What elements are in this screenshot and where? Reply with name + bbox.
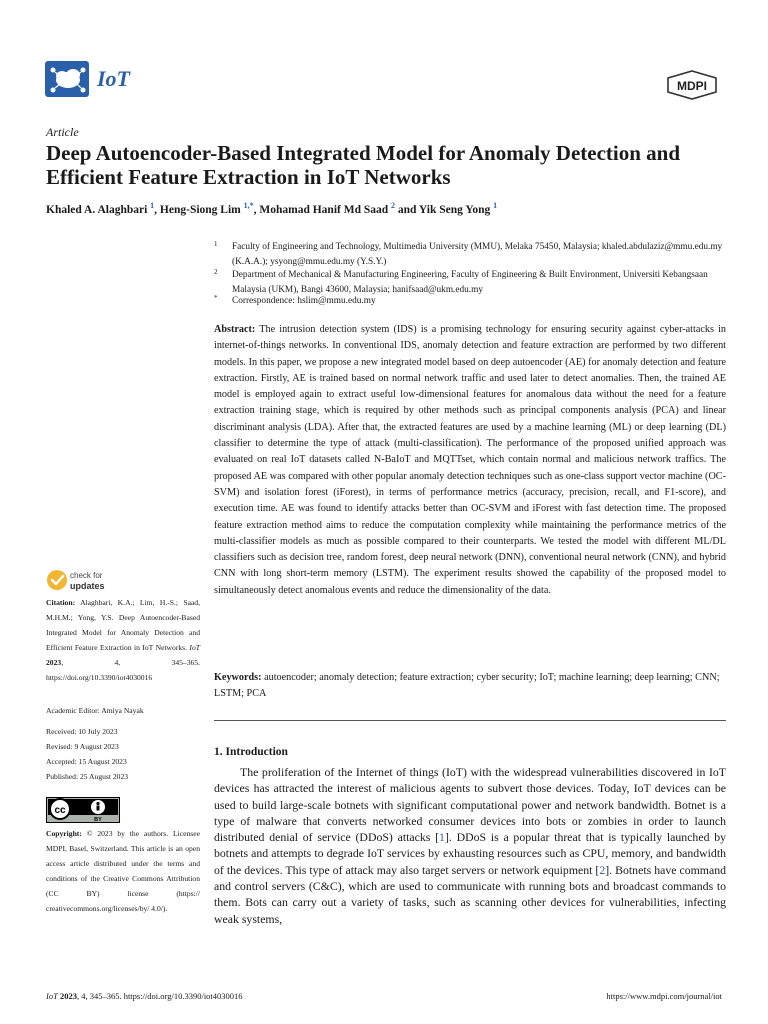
cc-by-license-badge[interactable]: [46, 797, 120, 823]
paper-title: Deep Autoencoder-Based Integrated Model for Anomaly Detection and Efficient Feature Extraction in IoT Networks: [46, 141, 681, 189]
affiliation-marker: 2: [214, 268, 218, 276]
keywords-text: autoencoder; anomaly detection; feature extraction; cyber security; IoT; machine learning; deep learning; CNN; LSTM; PCA: [214, 672, 720, 700]
citation-year: 2023: [46, 658, 62, 667]
accepted-date: Accepted: 15 August 2023: [46, 757, 127, 766]
citation-label: Citation:: [46, 598, 76, 607]
footer-doi[interactable]: , 4, 345–365. https://doi.org/10.3390/iot4030016: [76, 991, 243, 1001]
correspondence-text: Correspondence: hslim@mmu.edu.my: [232, 296, 376, 306]
received-date: Received: 10 July 2023: [46, 727, 118, 736]
intro-text-part2: ]. DDoS is a popular threat that is typically launched by botnets and attempts to degrade IoT services by exhausting resources such as CPU, memory, and bandwidth of the devices. This type of attack may also target servers or network equipment [: [214, 830, 727, 877]
section-divider: [214, 720, 726, 721]
article-dates: [46, 724, 200, 784]
check-updates-icon: [47, 570, 67, 590]
author-affiliation-mark[interactable]: 1,*: [243, 201, 254, 210]
academic-editor: Academic Editor: Amiya Nayak: [46, 706, 144, 715]
author-list: [46, 201, 726, 216]
affiliation-text: Faculty of Engineering and Technology, Multimedia University (MMU), Melaka 75450, Malaysia; khaled.abdulaziz@mmu.edu.my (K.A.A.); ysyong@mmu.edu.my (Y.S.Y.): [232, 242, 723, 267]
footer-journal-url[interactable]: https://www.mdpi.com/journal/iot: [606, 991, 722, 1001]
copyright-text: © 2023 by the authors. Licensee MDPI, Basel, Switzerland. This article is an open access article distributed under the terms and conditions of the Creative Commons Attribution (CC BY) license (https:// creativecommons.org/licenses/by/ 4.0/).: [46, 829, 200, 913]
abstract-text: The intrusion detection system (IDS) is a promising technology for ensuring security against cyber-attacks in internet-of-things networks. In conventional IDS, anomaly detection and feature extraction are performed by two different models. In this paper, we propose a new integrated model based on deep autoencoder (AE) for anomaly detection and feature extraction. Firstly, AE is trained based on normal network traffic and used later to detect anomalies. Then, the trained AE model is employed again to extract useful low-dimensional features for anomalous data without the need for a feature extraction training stage, which is required by other methods such as principal components analysis (PCA) and linear discriminant analysis (LDA). After that, the extracted features are used by a machine learning (ML) or deep learning (DL) classifier to determine the type of attack (multi-classification). The performance of the proposed unified approach was evaluated on real IoT datasets called N-BaIoT and MQTTset, which contain normal and malicious network traffics. The proposed AE was compared with other popular anomaly detection techniques such as one-class support vector machine (OC-SVM) and isolation forest (iForest), in terms of performance metrics (accuracy, precision, recall, and F1-score), and execution time. AE was found to identify attacks better than OC-SVM and iForest with fast detection time. The proposed feature extraction method aims to reduce the computation complexity while maintaining the performance metrics of the multi-classifier models as much as possible compared to their counterparts. We tested the model with different ML/DL classifiers such as decision tree, random forest, deep neural network (DNN), conventional neural network (CNN), and hybrid CNN with long short-term memory (LSTM). The experiment results showed the capability of the proposed model to simultaneously detect anomalous events and reduce the dimensionality of the data.: [214, 324, 726, 596]
author-separator: ,: [253, 203, 260, 216]
journal-name: IoT: [97, 66, 130, 91]
svg-text:cc: cc: [54, 805, 66, 816]
author-name: Mohamad Hanif Md Saad: [259, 203, 389, 216]
author-affiliation-mark[interactable]: 2: [391, 201, 396, 210]
citation-block: [46, 595, 200, 685]
citation-doi[interactable]: , 4, 345–365. https://doi.org/10.3390/iot4030016: [46, 658, 200, 682]
intro-text-part1: The proliferation of the Internet of things (IoT) with the widespread vulnerabilities discovered in IoT devices has attracted the interest of malicious agents to subvert those devices. Today, IoT devices can be used to build large-scale botnets with significant computational power and network bandwidth. Botnet is a type of malware that converts networked consumer devices into bots or zombies in order to launch distributed denial of service (DDoS) attacks [: [214, 765, 726, 845]
footer-journal: IoT: [46, 991, 58, 1001]
author-separator: and: [395, 203, 419, 216]
published-date: Published: 25 August 2023: [46, 772, 129, 781]
author-affiliation-mark[interactable]: 1: [150, 201, 155, 210]
citation-text: Alaghbari, K.A.; Lim, H.-S.; Saad, M.H.M.; Yong, Y.S. Deep Autoencoder-Based Integrated Model for Anomaly Detection and Efficient Feature Extraction in IoT Networks.: [46, 598, 200, 652]
author-separator: ,: [154, 203, 160, 216]
article-type: Article: [46, 125, 79, 139]
mdpi-logo: [666, 70, 718, 100]
keywords-label: Keywords:: [214, 672, 262, 683]
author-affiliation-mark[interactable]: 1: [493, 201, 498, 210]
revised-date: Revised: 9 August 2023: [46, 742, 119, 751]
affiliation-1: [214, 240, 726, 270]
reference-link[interactable]: 2: [599, 862, 606, 877]
check-updates-line1: check for: [70, 571, 103, 580]
author-name: Heng-Siong Lim: [159, 203, 241, 216]
journal-logo-icon: [44, 60, 92, 100]
abstract-label: Abstract:: [214, 324, 256, 335]
cc-by-label: BY: [94, 817, 102, 823]
publisher-name: MDPI: [677, 79, 707, 93]
footer-year: 2023: [59, 991, 77, 1001]
section-heading-introduction: 1. Introduction: [214, 746, 288, 758]
affiliation-marker: 1: [214, 240, 218, 248]
affiliation-marker: *: [214, 294, 218, 302]
correspondence: [214, 294, 726, 309]
intro-text-part3: ]. Botnets have command and control servers (C&C), which are used to communicate with running bots and broadcast commands to them. Bots can carry out a variety of tasks, such as scanning other devices for vulnerabilities, infecting weak systems,: [214, 862, 726, 926]
check-updates-line2: updates: [70, 581, 105, 591]
copyright-label: Copyright:: [46, 829, 82, 838]
abstract: [214, 322, 726, 599]
affiliation-text: Department of Mechanical & Manufacturing Engineering, Faculty of Engineering & Built Environment, Universiti Kebangsaan Malaysia (UKM), Bangi 43600, Malaysia; hanifsaad@ukm.edu.my: [232, 270, 708, 295]
copyright-block: [46, 826, 200, 916]
check-for-updates-button[interactable]: [46, 567, 126, 595]
introduction-paragraph: [214, 764, 726, 927]
reference-link[interactable]: 1: [439, 830, 445, 845]
author-name: Yik Seng Yong: [418, 203, 491, 216]
author-name: Khaled A. Alaghbari: [46, 203, 148, 216]
citation-journal: IoT: [189, 643, 200, 652]
keywords: [214, 670, 726, 703]
footer-citation: [46, 991, 243, 1001]
